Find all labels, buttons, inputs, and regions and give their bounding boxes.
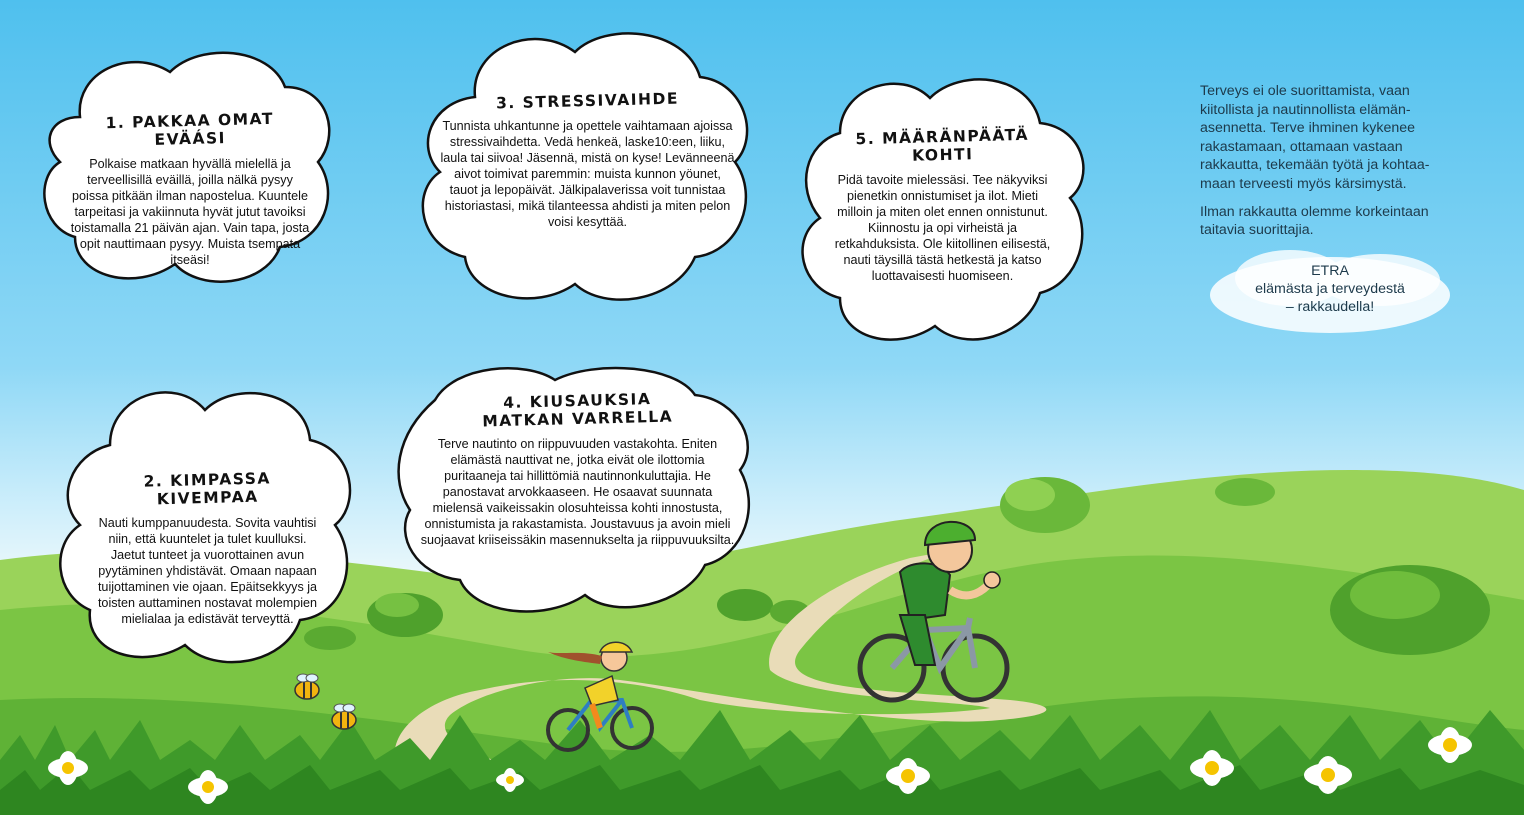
cloud-title: 5. MÄÄRÄNPÄÄTÄ KOHTI: [855, 125, 1030, 165]
tip-cloud-1: [40, 42, 340, 292]
cloud-title: 1. PAKKAA OMAT EVÄÁSI: [105, 109, 275, 149]
tip-cloud-2: [55, 375, 360, 675]
signature: [1215, 262, 1445, 316]
tip-cloud-5: [795, 68, 1090, 353]
cloud-title: 4. KIUSAUKSIA MATKAN VARRELLA: [482, 390, 674, 431]
tip-cloud-3: [415, 22, 760, 312]
cloud-text: Terve nautinto on riippuvuuden vastakohta. Eniten elämästä nauttivat ne, jotka eivät ole ilottomia puritaaneja tai hillittömiä nautinnonkuluttajia. He panostavat arvokkaaseen. He osaavat suunnata mielensä vaikeissakin olosuhteissa kohti innostusta, onnistumista ja rakastamista. Joustavuus ja avoin mieli suojaavat kriiseissäkin masennukselta ja riippuvuuksilta.: [420, 437, 735, 547]
signature-line-2: elämästa ja terveydestä: [1255, 281, 1405, 297]
signature-line-3: – rakkaudella!: [1285, 299, 1375, 315]
cloud-text: Polkaise matkaan hyvällä mielellä ja terveellisillä eväillä, joilla nälkä pysyy poissa pitkään ilman napostelua. Kuuntele tarpeitasi ja vakiinnuta hyvät jutut tavoiksi toistamalla 21 päivän ajan. Vain tapa, josta opit nauttimaan pysyy. Muista tsempata itseäsi!: [70, 157, 310, 267]
signature-line-1: ETRA: [1311, 263, 1349, 279]
intro-text: [1200, 82, 1460, 249]
cloud-text: Nauti kumppanuudesta. Sovita vauhtisi niin, että kuuntelet ja tulet kuulluksi. Jaetut tunteet ja vuorottainen avun pyytäminen yhdistävät. Omaan napaan tuijottaminen vie ojaan. Epäitsekkyys ja toisten auttaminen nostavat molempien mielialaa ja edistävät terveyttä.: [97, 516, 318, 626]
cloud-text: Pidä tavoite mielessäsi. Tee näkyviksi pienetkin onnistumiset ja ilot. Mieti milloin ja miten olet ennen onnistunut. Kiinnostu ja opi virheistä ja retkahduksista. Ole kiitollinen eilisestä, nauti täysillä tästä hetkestä ja katso luottavaisesti huomiseen.: [834, 173, 1051, 283]
cloud-text: Tunnista uhkantunne ja opettele vaihtamaan ajoissa stressivaihdetta. Vedä henkeä, laske10:een, liiku, laula tai siivoa! Jäsennä, mistä on kyse! Levänneenä aivot toimivat paremmin: muista kunnon yöunet, tauot ja lepopäivät. Jälkipalaverissa voit tunnistaa historiastasi, mikä tilanteessa ahdisti ja miten pelon voisi kesyttää.: [440, 119, 735, 229]
tip-cloud-4: [395, 360, 760, 625]
cloud-title: 2. KIMPASSA KIVEMPAA: [143, 469, 272, 509]
intro-paragraph-2: Ilman rakkautta olemme korkeintaan taitavia suorittajia.: [1200, 203, 1429, 239]
intro-paragraph-1: Terveys ei ole suorittamista, vaan kiitollista ja nautinnollista elämän-asennetta. Terve ihminen kykenee rakastamaan, ottamaan vastaan rakkautta, tekemään työtä ja kohtaa-maan terveesti myös kärsimystä.: [1200, 83, 1430, 192]
cloud-title: 3. STRESSIVAIHDE: [495, 89, 680, 113]
